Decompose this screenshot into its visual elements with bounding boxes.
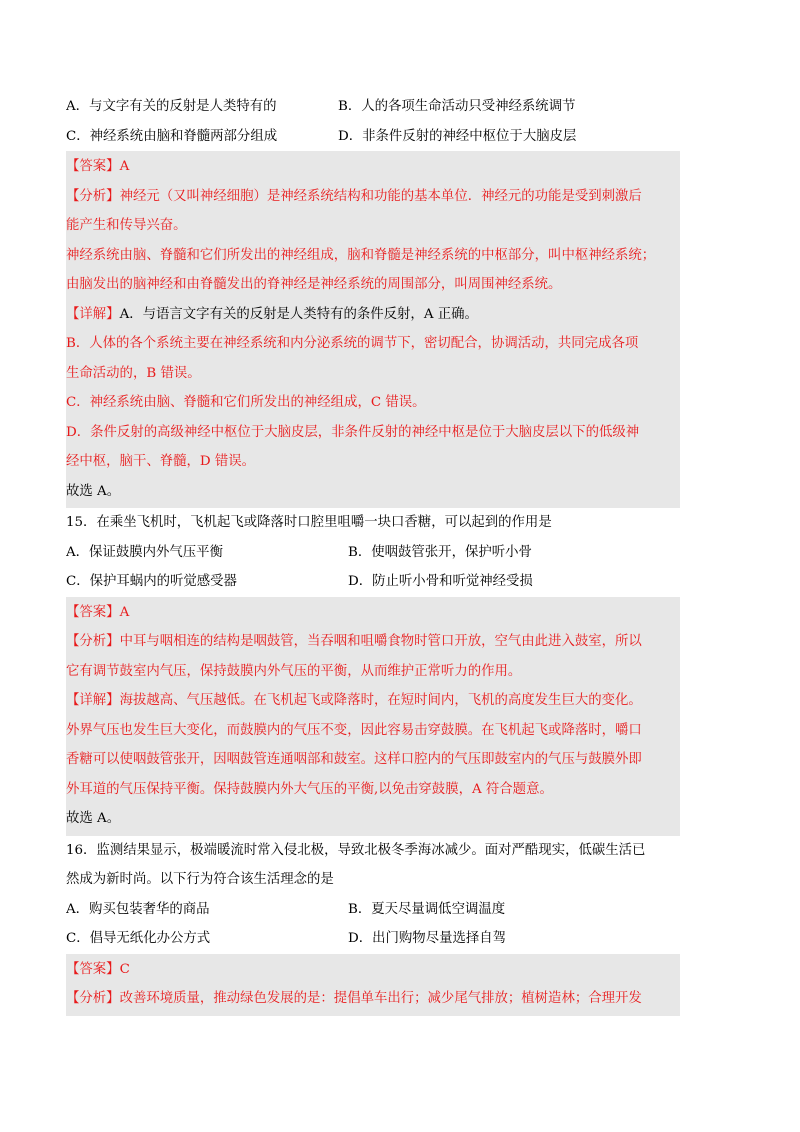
q15-answer: [66, 598, 680, 628]
q14-option-d: D．非条件反射的神经中枢位于大脑皮层: [338, 128, 577, 144]
q14-analysis-line-4: 由脑发出的脑神经和由脊髓发出的脊神经是神经系统的周围部分，叫周围神经系统。: [66, 277, 562, 292]
q16-option-d: D．出门购物尽量选择自驾: [348, 931, 507, 946]
q14-option-b: B．人的各项生命活动只受神经系统调节: [338, 99, 576, 114]
q15-analysis-text-1: 中耳与咽相连的结构是咽鼓管，当吞咽和咀嚼食物时管口开放，空气由此进入鼓室，所以: [119, 634, 642, 649]
q14-answer-block: [66, 151, 680, 508]
q16-option-c: C．倡导无纸化办公方式: [66, 931, 211, 946]
q16-answer-tag: 【答案】: [66, 961, 120, 977]
q16-answer-value: C: [119, 961, 130, 977]
q15-detail-line-2: 外界气压也发生巨大变化，而鼓膜内的气压不变，因此容易击穿鼓膜。在飞机起飞或降落时，嚼口: [66, 722, 642, 738]
q14-answer: [66, 152, 680, 182]
q14-detail-line-5: D．条件反射的高级神经中枢位于大脑皮层，非条件反射的神经中枢是位于大脑皮层以下的低级神: [66, 424, 640, 440]
q14-analysis-line-2: 能产生和传导兴奋。: [66, 218, 187, 233]
q15-detail-line-1: [66, 686, 680, 716]
q14-detail-text-1: A．与语言文字有关的反射是人类特有的条件反射，A 正确。: [119, 306, 478, 322]
q14-detail-line-1: [66, 300, 680, 330]
q16-option-b: B．夏天尽量调低空调温度: [348, 901, 506, 917]
q15-option-c: C．保护耳蜗内的听觉感受器: [66, 574, 237, 589]
q14-answer-tag: 【答案】: [66, 159, 120, 174]
q15-options-row-2: [66, 567, 680, 597]
q15-analysis-line-2: 它有调节鼓室内气压，保持鼓膜内外气压的平衡，从而维护正常听力的作用。: [66, 663, 522, 679]
q15-analysis-line-1: [66, 627, 680, 657]
q14-option-c: C．神经系统由脑和脊髓两部分组成: [66, 128, 278, 144]
q16-analysis-text-1: 改善环境质量，推动绿色发展的是：提倡单车出行；减少尾气排放；植树造林；合理开发: [119, 991, 642, 1006]
q15-option-b: B．使咽鼓管张开，保护听小骨: [348, 544, 532, 560]
q14-detail-line-6: 经中枢，脑干、脊髓，D 错误。: [66, 454, 256, 469]
q14-conclusion: 故选 A。: [66, 483, 121, 499]
q16-stem-line-2: 然成为新时尚。以下行为符合该生活理念的是: [66, 872, 334, 887]
q14-answer-value: A: [119, 159, 130, 174]
q16-stem-line-1: 16．监测结果显示，极端暖流时常入侵北极，导致北极冬季海冰减少。面对严酷现实，低碳生活已: [66, 842, 646, 858]
q16-analysis-line-1: [66, 984, 680, 1014]
q16-analysis-tag: 【分析】: [66, 991, 120, 1006]
page-content: [66, 92, 680, 1016]
q14-detail-tag: 【详解】: [66, 306, 120, 322]
q14-analysis-tag: 【分析】: [66, 188, 120, 204]
q14-analysis-text-1: 神经元（又叫神经细胞）是神经系统结构和功能的基本单位．神经元的功能是受到刺激后: [119, 188, 642, 204]
q14-detail-line-3: 生命活动的，B 错误。: [66, 365, 201, 381]
q15-stem: 15．在乘坐飞机时，飞机起飞或降落时口腔里咀嚼一块口香糖，可以起到的作用是: [66, 515, 552, 530]
q15-answer-block: [66, 597, 680, 836]
q14-detail-line-4: C．神经系统由脑、脊髓和它们所发出的神经组成，C 错误。: [66, 395, 426, 410]
q15-detail-line-4: 外耳道的气压保持平衡。保持鼓膜内外大气压的平衡,以免击穿鼓膜，A 符合题意。: [66, 781, 553, 797]
q15-option-a: A．保证鼓膜内外气压平衡: [66, 544, 223, 560]
q14-detail-line-2: B．人体的各个系统主要在神经系统和内分泌系统的调节下，密切配合，协调活动，共同完成各项: [66, 336, 639, 351]
q15-analysis-tag: 【分析】: [66, 634, 120, 649]
q16-options-row-1: [66, 895, 680, 925]
q14-options-row-2: [66, 122, 680, 152]
q14-analysis-line-1: [66, 182, 680, 212]
q15-answer-value: A: [119, 604, 130, 620]
q16-answer-block: [66, 954, 680, 1016]
q16-answer: [66, 955, 680, 985]
q14-option-a: A．与文字有关的反射是人类特有的: [66, 99, 277, 114]
q15-options-row-1: [66, 538, 680, 568]
q15-answer-tag: 【答案】: [66, 604, 120, 620]
q15-option-d: D．防止听小骨和听觉神经受损: [348, 574, 533, 589]
q16-option-a: A．购买包装奢华的商品: [66, 901, 210, 917]
q15-conclusion: 故选 A。: [66, 811, 121, 826]
q16-options-row-2: [66, 924, 680, 954]
q14-analysis-line-3: 神经系统由脑、脊髓和它们所发出的神经组成，脑和脊髓是神经系统的中枢部分，叫中枢神经系统；: [66, 247, 656, 263]
q15-detail-line-3: 香糖可以使咽鼓管张开，因咽鼓管连通咽部和鼓室。这样口腔内的气压即鼓室内的气压与鼓膜外即: [66, 752, 642, 767]
q14-options-row-1: [66, 92, 680, 122]
q15-detail-tag: 【详解】: [66, 693, 120, 708]
q15-detail-text-1: 海拔越高、气压越低。在飞机起飞或降落时，在短时间内，飞机的高度发生巨大的变化。: [119, 693, 642, 708]
